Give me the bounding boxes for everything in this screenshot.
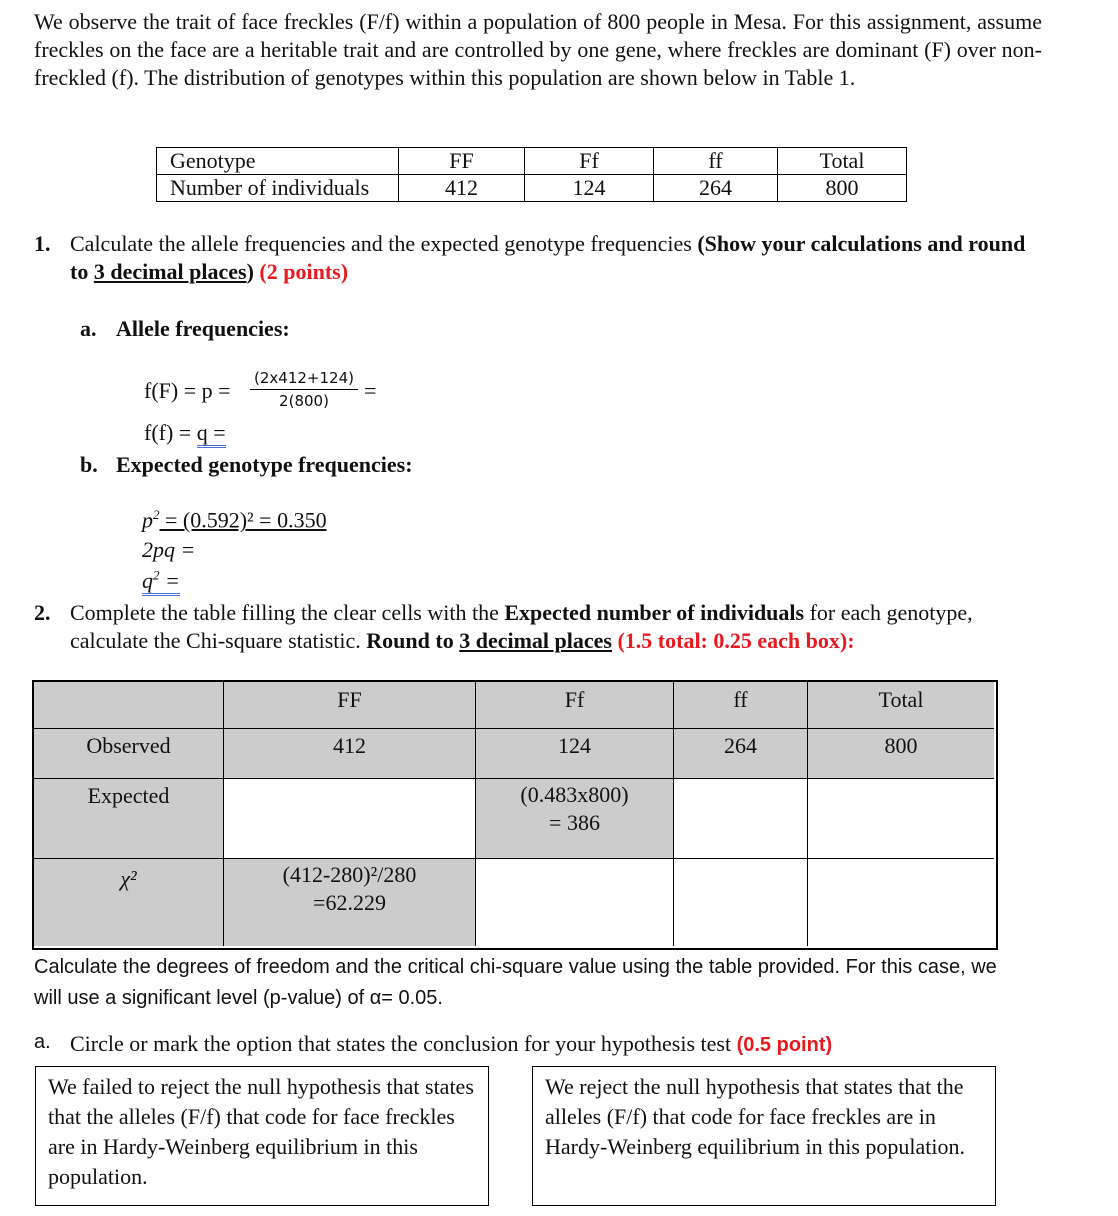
q1-text-a: Calculate the allele frequencies and the expected genotype frequencies — [70, 231, 698, 256]
table-header-Ff: Ff — [476, 682, 674, 729]
expected-Ff-line1: (0.483x800) — [520, 782, 629, 807]
fF-equals: = — [364, 378, 377, 403]
q1-text-b: (Show your calculations and round to — [70, 231, 1026, 284]
chi-total-input[interactable] — [808, 859, 994, 946]
p2-line — [142, 507, 327, 533]
q1-text-c: 3 decimal places — [93, 259, 247, 284]
q2-points: (1.5 total: 0.25 each box): — [611, 628, 855, 653]
q1-number: 1. — [34, 231, 51, 256]
q2-eq: = — [159, 568, 180, 594]
twopq-line: 2pq = — [142, 537, 196, 562]
table-cell: Total — [778, 148, 907, 175]
chi-FF-line2: =62.229 — [313, 890, 386, 915]
table-row — [157, 148, 907, 175]
chi-FF-line1: (412-280)²/280 — [282, 862, 417, 887]
chi-label: χ² — [34, 859, 224, 946]
table-cell: 412 — [399, 175, 525, 202]
part-a2-points: (0.5 point) — [736, 1034, 833, 1056]
ff-lhs: f(f) = — [144, 420, 197, 445]
observed-total: 800 — [808, 729, 994, 779]
chi-FF — [224, 859, 476, 946]
table-cell: 264 — [654, 175, 778, 202]
q2-text-a: Complete the table filling the clear cells with the — [70, 600, 505, 625]
q2-number: 2. — [34, 600, 51, 625]
q1-part-b-label: b. — [80, 452, 98, 477]
table-cell: FF — [399, 148, 525, 175]
table-header-ff: ff — [674, 682, 808, 729]
part-a2-label: a. — [34, 1031, 51, 1053]
observed-label: Observed — [34, 729, 224, 779]
q1-part-b-title: Expected genotype frequencies: — [116, 452, 413, 477]
fF-lhs: f(F) = p = — [144, 378, 231, 403]
intro-paragraph: We observe the trait of face freckles (F/f) within a population of 800 people in Mesa. For this assignment, assume freckles on the face are a heritable trait and are controlled by one gene, where freckles are dominant (F) over non-freckled (f). The distribution of genotypes within this population are shown below in Table 1. — [34, 9, 1042, 90]
q2-lhs: q — [142, 568, 153, 594]
fF-denominator: 2(800) — [279, 392, 329, 410]
table-cell: ff — [654, 148, 778, 175]
table-cell — [34, 682, 224, 729]
ff-q: q = — [197, 420, 226, 448]
table-cell: Ff — [525, 148, 654, 175]
table-cell: 800 — [778, 175, 907, 202]
q2-text-c: for each genotype, calculate the Chi-square statistic. — [70, 600, 973, 653]
q2-sup: 2 — [153, 568, 160, 583]
ff-line — [144, 420, 226, 446]
fF-numerator: (2x412+124) — [250, 369, 358, 390]
option-reject[interactable]: We reject the null hypothesis that states that the alleles (F/f) that code for face freckles are in Hardy-Weinberg equilibrium in this population. — [532, 1066, 996, 1206]
expected-ff-input[interactable] — [674, 779, 808, 859]
fF-fraction — [250, 369, 358, 410]
observed-FF: 412 — [224, 729, 476, 779]
q2-text-b: Expected number of individuals — [504, 600, 805, 625]
q1-part-a-label: a. — [80, 316, 97, 341]
chi-ff-input[interactable] — [674, 859, 808, 946]
genotype-table — [156, 147, 907, 202]
q1-text — [70, 230, 1030, 286]
table-cell: Number of individuals — [157, 175, 399, 202]
expected-FF-input[interactable] — [224, 779, 476, 859]
option-fail-to-reject[interactable]: We failed to reject the null hypothesis that states that the alleles (F/f) that code for face freckles are in Hardy-Weinberg equilibrium in this population. — [35, 1066, 489, 1206]
table-cell: Genotype — [157, 148, 399, 175]
table-header-total: Total — [808, 682, 994, 729]
q2-text-d: Round to — [366, 628, 460, 653]
expected-label: Expected — [34, 779, 224, 859]
df-text: Calculate the degrees of freedom and the critical chi-square value using the table provided. For this case, we will use a significant level (p-value) of α= 0.05. — [34, 956, 997, 1009]
q1-text-d: ) — [246, 259, 254, 284]
table-row — [157, 175, 907, 202]
p2-rhs: = (0.592)² = 0.350 — [159, 507, 327, 533]
part-a2-body: Circle or mark the option that states the conclusion for your hypothesis test — [70, 1031, 737, 1056]
chi-square-table — [32, 680, 998, 950]
expected-total-input[interactable] — [808, 779, 994, 859]
table-header-FF: FF — [224, 682, 476, 729]
expected-Ff — [476, 779, 674, 859]
observed-ff: 264 — [674, 729, 808, 779]
p2-lhs: p — [142, 507, 153, 533]
part-a2-text — [70, 1030, 1030, 1059]
chi-Ff-input[interactable] — [476, 859, 674, 946]
p2-sup: 2 — [153, 507, 160, 522]
q1-part-a-title: Allele frequencies: — [116, 316, 290, 341]
q2-text — [70, 599, 1040, 655]
observed-Ff: 124 — [476, 729, 674, 779]
q2-line — [142, 568, 180, 594]
q2-text-e: 3 decimal places — [459, 628, 612, 653]
q1-points: (2 points) — [259, 259, 349, 284]
table-cell: 124 — [525, 175, 654, 202]
expected-Ff-line2: = 386 — [549, 810, 600, 835]
